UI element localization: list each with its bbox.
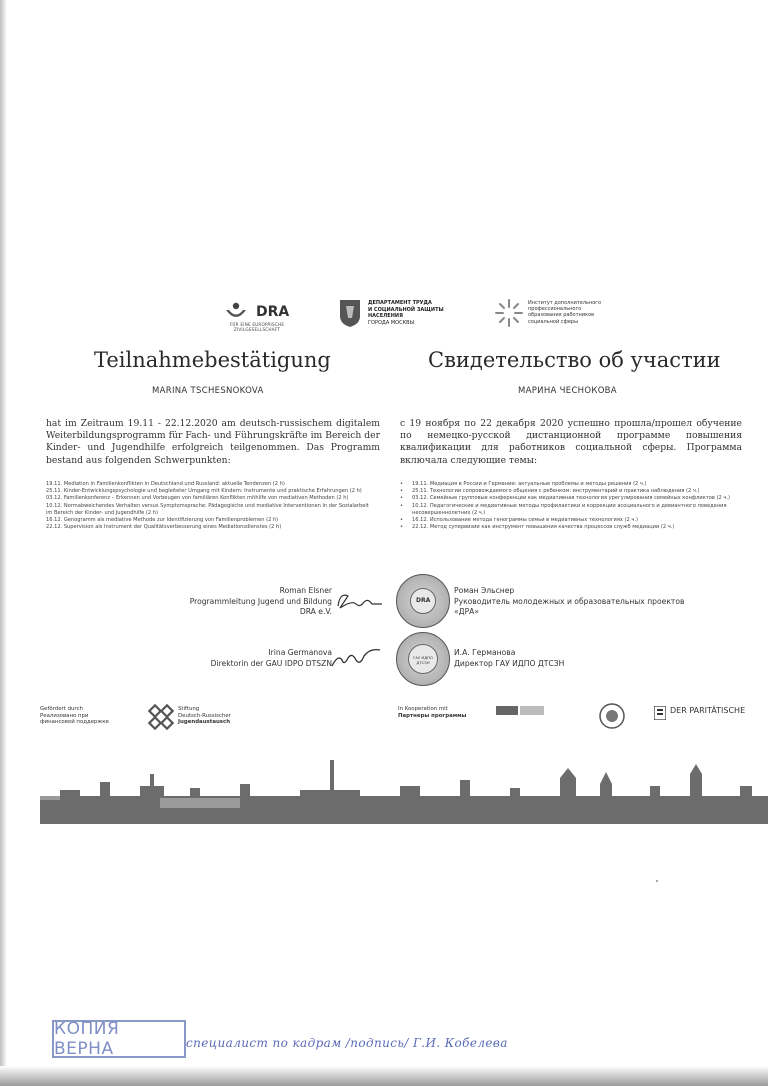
list-item: • 03.12. Семейные групповые конференции как медиативная технология урегулирования семейных конфликтов (2 ч.) [400,495,746,502]
list-item: 19.11. Mediation in Familienkonflikten in Deutschland und Russland: aktuelle Tendenzen (2 h) [46,481,285,487]
participant-name-german: MARINA TSCHESNOKOVA [152,386,264,396]
gau-stamp [396,632,450,686]
partner-funding: Gefördert durch Реализовано при финансовой поддержке [40,706,109,725]
signatory-org: DRA e.V. [299,607,332,616]
signatory-name: Irina Germanova [268,648,332,657]
topic-list-german [46,481,376,531]
signatory-name: И.А. Германова [454,648,516,657]
list-item: • 25.11. Технологии сопровождаемого общения с ребенком: инструментарий и практика наблюдения (2 ч.) [400,488,746,495]
scan-edge-bottom [0,1066,768,1086]
partner-cooperation: In Kooperation mit Партнеры программы [398,706,467,719]
title-german: Teilnahmebestätigung [94,348,331,372]
city-skyline-image [40,760,768,824]
dra-mark-icon [222,300,250,324]
stiftung-knot-icon [148,704,174,730]
partner-emblem-icon [598,702,626,730]
signatory-org: «ДРА» [454,607,479,616]
signatory-role: Direktorin der GAU IDPO DTSZN [210,658,332,668]
list-item: 16.12. Genogramm als mediative Methode zur Identifizierung von Familienproblemen (2 h) [46,517,279,524]
signatory-role: Programmleitung Jugend und Bildung [189,596,332,606]
signatory-germanova-russian [454,648,754,669]
scan-edge-left [0,0,6,1086]
signatory-name: Roman Elsner [279,586,332,595]
scan-speck [656,880,658,882]
stamp-text: DRA [416,597,431,604]
title-russian: Свидетельство об участии [428,348,721,372]
list-item: 10.12. Normabweichendes Verhalten versus Symptomsprache: Pädagogische und mediative Interventionen in der Sozialarbeit im Bereich der Kinder- und Jugendhilfe (2 h) [46,502,369,516]
dra-stamp [396,574,450,628]
signatory-elsner-russian [454,586,754,618]
partner-stiftung: Stiftung Deutsch-Russischer Jugendaustausch [178,706,231,725]
signature-germanova-icon [328,644,384,674]
list-item: • 10.12. Педагогические и медиативные методы профилактики и коррекции асоциального и девиантного поведения несовершеннолетних (2 ч.) [400,503,746,517]
institute-rays-icon [494,298,524,328]
partners-row [0,700,768,740]
bemi-logo-icon [496,704,546,718]
dra-subtitle: FÜR EINE EUROPÄISCHE ZIVILGESELLSCHAFT [229,322,285,332]
list-item: 03.12. Familienkonferenz – Erkennen und Vorbeugen von familiären Konflikten mithilfe von mediativen Methoden (2 h) [46,495,349,502]
signatory-name: Роман Эльснер [454,586,515,595]
partner-paritaet: DER PARITÄTISCHE [670,706,746,715]
moscow-crest-icon [338,298,362,328]
signatory-elsner-german [112,586,332,618]
signatory-germanova-german [112,648,332,669]
institute-text: Институт дополнительного профессионального образования работников социальной сферы [528,300,601,325]
list-item: 25.11. Kinder-Entwicklungspsychologie und begleiteter Umgang mit Kindern: Instrumente und praktische Erfahrungen (2 h) [46,488,362,495]
handwritten-note: специалист по кадрам /подпись/ Г.И. Кобелева [186,1036,508,1050]
list-item: • 19.11. Медиация в России и Германии: актуальные проблемы и методы решения (2 ч.) [400,481,746,488]
department-text: ДЕПАРТАМЕНТ ТРУДА И СОЦИАЛЬНОЙ ЗАЩИТЫ НАСЕЛЕНИЯ ГОРОДА МОСКВЫ [368,300,444,326]
list-item: • 16.12. Использование метода генограммы семьи в медиативных технологиях (2 ч.) [400,517,746,524]
paragraph-german: hat im Zeitraum 19.11 - 22.12.2020 am deutsch-russischem digitalem Weiterbildungsprogramm für Fach- und Führungskräfte im Bereich der Kinder- und Jugendhilfe erfolgreich teilgenommen. Das Programm bestand aus folgenden Schwerpunkten: [46,418,380,466]
topic-list-russian [400,481,746,531]
dra-wordmark: DRA [256,304,290,320]
list-item: 22.12. Supervision als Instrument der Qualitätsverbesserung eines Mediationsdienstes (2 h) [46,524,282,531]
copy-certified-stamp: КОПИЯ ВЕРНА [52,1020,186,1058]
signatory-role: Руководитель молодежных и образовательных проектов [454,596,685,606]
paritaet-icon [654,706,666,720]
participant-name-russian: МАРИНА ЧЕСНОКОВА [518,386,617,396]
stamp-text: ГАУ ИДПО ДТСЗН [412,655,434,665]
logo-row [0,296,768,344]
paragraph-russian: с 19 ноября по 22 декабря 2020 успешно прошла/прошел обучение по немецко-русской дистанционной программе повышения квалификации для работников социальной сферы. Программа включала следующие темы: [400,418,742,466]
signature-elsner-icon [334,588,384,616]
list-item: • 22.12. Метод супервизии как инструмент повышения качества процессов служб медиации (2 ч.) [400,524,746,531]
signatory-role: Директор ГАУ ИДПО ДТСЗН [454,658,565,668]
